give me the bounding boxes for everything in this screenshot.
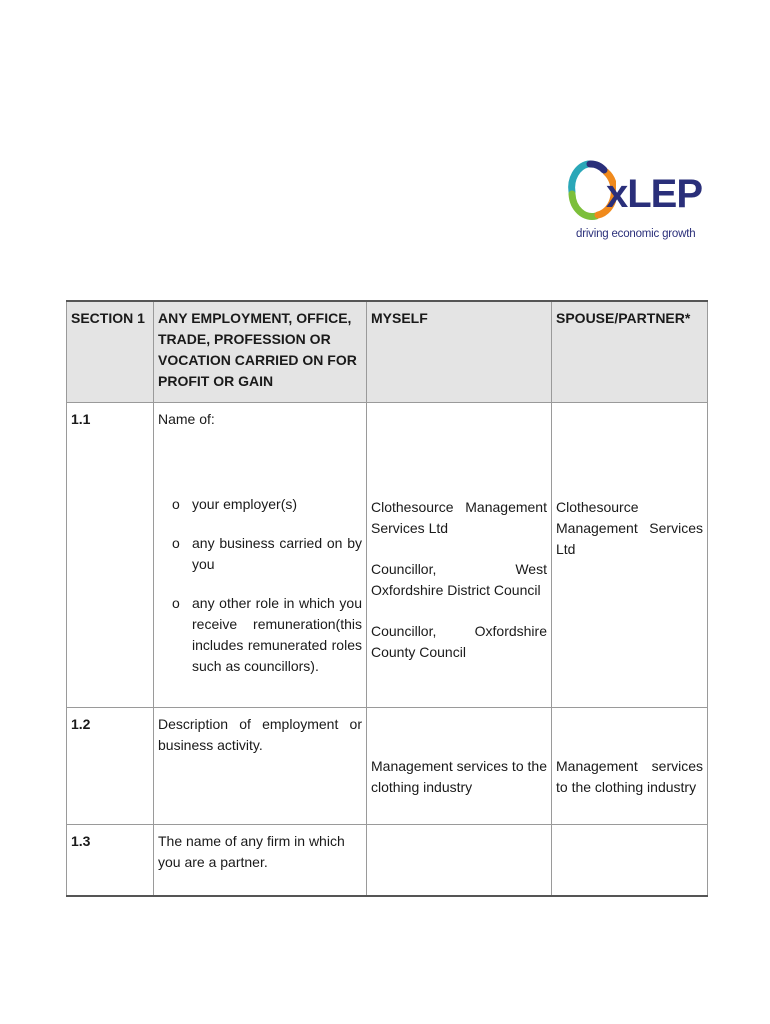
table-header-row [67, 301, 708, 403]
row-number: 1.2 [71, 716, 91, 732]
list-item: o any business carried on by you [172, 533, 362, 575]
header-partner: SPOUSE/PARTNER* [552, 301, 708, 403]
row-label: Name of: [158, 411, 215, 427]
list-item: o any other role in which you receive remuneration(this includes remunerated roles such as councillors). [172, 593, 362, 677]
oxlep-logo [566, 158, 703, 248]
logo-wordmark: xLEP [606, 172, 703, 216]
row-label: The name of any firm in which you are a partner. [154, 825, 367, 897]
row-label: Description of employment or business activity. [154, 708, 367, 825]
myself-entry: Clothesource Management Services Ltd [371, 499, 547, 536]
partner-entry [552, 825, 708, 897]
table-row-1-2 [67, 708, 708, 825]
partner-entry: Management services to the clothing industry [556, 758, 703, 795]
myself-entry: Councillor, West Oxfordshire District Council [371, 561, 547, 598]
myself-entry: Management services to the clothing industry [371, 758, 547, 795]
table-row-1-1 [67, 403, 708, 708]
partner-entry: Clothesource Management Services Ltd [556, 499, 703, 557]
bullet-mark: o [172, 496, 180, 512]
row-number: 1.1 [71, 411, 91, 427]
myself-entry [367, 825, 552, 897]
logo-tagline: driving economic growth [576, 228, 696, 240]
list-item: o your employer(s) [172, 494, 362, 515]
bullet-mark: o [172, 595, 180, 611]
table-row-1-3 [67, 825, 708, 897]
interests-table [66, 300, 708, 897]
row-number: 1.3 [71, 833, 91, 849]
myself-entry: Councillor, Oxfordshire County Council [371, 623, 547, 660]
header-myself: MYSELF [367, 301, 552, 403]
header-description: ANY EMPLOYMENT, OFFICE, TRADE, PROFESSION OR VOCATION CARRIED ON FOR PROFIT OR GAIN [154, 301, 367, 403]
bullet-mark: o [172, 535, 180, 551]
header-section: SECTION 1 [67, 301, 154, 403]
